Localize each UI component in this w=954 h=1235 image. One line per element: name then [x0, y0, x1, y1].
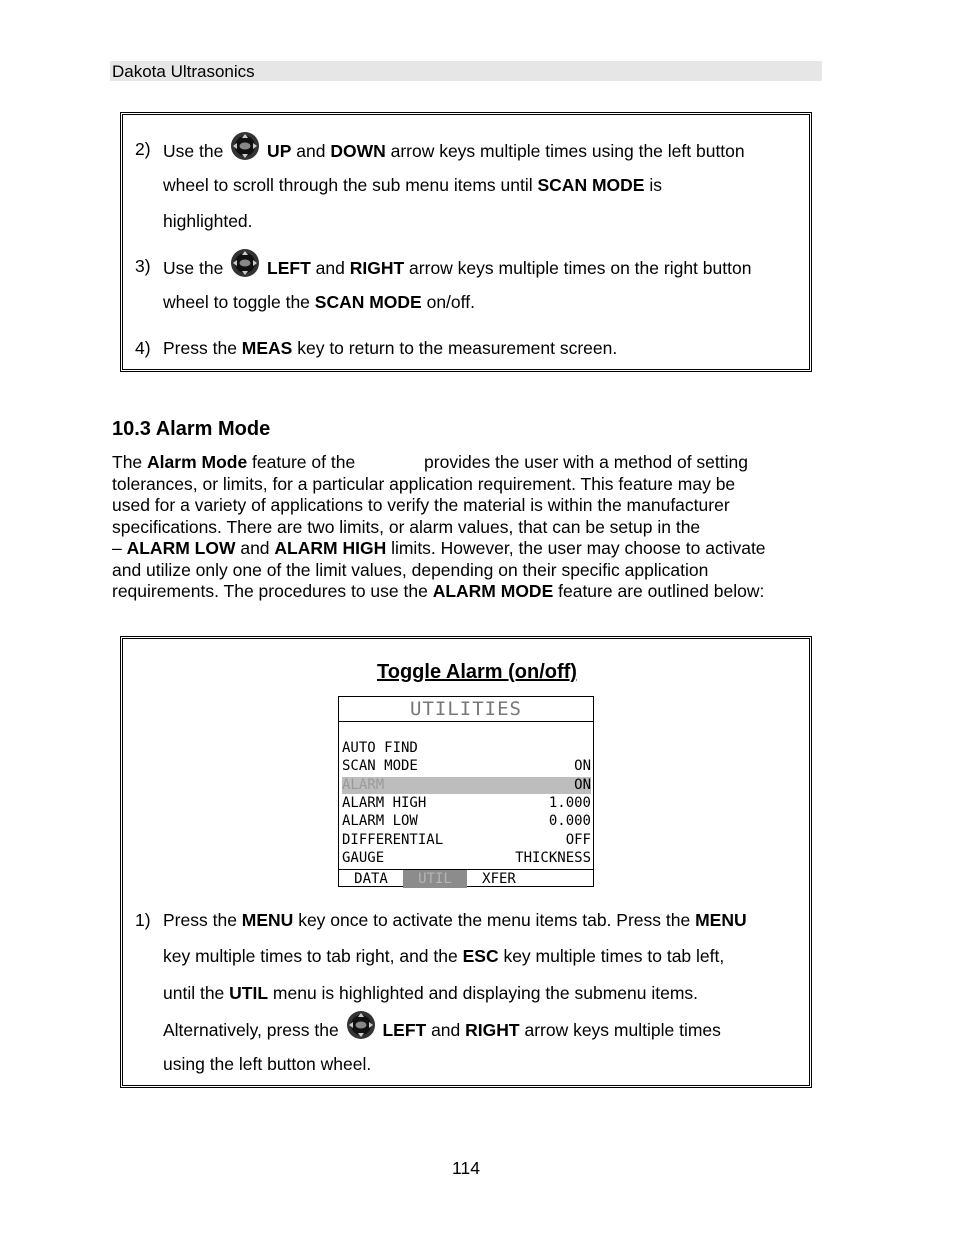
step-number: 4) [135, 338, 151, 358]
menu-row-label: GAUGE [342, 850, 385, 866]
paragraph-line: used for a variety of applications to verify the material is within the manufacturer [112, 495, 730, 515]
menu-row-value: THICKNESS [515, 850, 591, 866]
screen-title: UTILITIES [410, 698, 522, 720]
menu-row-label: SCAN MODE [342, 758, 418, 774]
step-line: wheel to scroll through the sub menu items until SCAN MODE is [163, 175, 662, 195]
menu-row-alarm-high[interactable] [342, 795, 591, 812]
menu-row-differential[interactable] [342, 832, 591, 849]
paragraph-line: specifications. There are two limits, or alarm values, that can be setup in the [112, 516, 701, 537]
paragraph-line: tolerances, or limits, for a particular application requirement. This feature may be [112, 473, 736, 494]
step-line: highlighted. [163, 211, 253, 231]
menu-row-label: ALARM LOW [342, 813, 418, 829]
menu-row-value: OFF [565, 832, 591, 848]
tab-xfer[interactable]: XFER [482, 871, 516, 887]
menu-row-value: ON [574, 777, 591, 793]
section-title: 10.3 Alarm Mode [112, 418, 271, 440]
tab-data[interactable]: DATA [354, 871, 388, 887]
step-line: key multiple times to tab right, and the ESC key multiple times to tab left, [163, 946, 725, 966]
menu-row-value: 0.000 [548, 813, 591, 829]
step-line: Press the MENU key once to activate the menu items tab. Press the MENU [163, 910, 747, 930]
button-wheel-icon [230, 131, 260, 161]
tab-util[interactable]: UTIL [403, 870, 467, 888]
button-wheel-icon [346, 1010, 376, 1040]
paragraph-line: and utilize only one of the limit values, depending on their specific application [112, 559, 709, 580]
step-number: 2) [135, 139, 151, 159]
menu-row-auto-find[interactable] [342, 740, 591, 757]
menu-row-label: AUTO FIND [342, 740, 418, 756]
menu-row-label: ALARM HIGH [342, 795, 427, 811]
step-number: 1) [135, 910, 151, 930]
step-line: using the left button wheel. [163, 1054, 372, 1074]
paragraph-line: The Alarm Mode feature of the provides the user with a method of setting [112, 452, 748, 472]
step-line: Press the MEAS key to return to the measurement screen. [163, 338, 618, 358]
step-line: Use the LEFT and RIGHT arrow keys multiple times on the right button [163, 248, 751, 286]
menu-row-value: ON [574, 758, 591, 774]
header-title: Dakota Ultrasonics [112, 62, 255, 81]
step-line: wheel to toggle the SCAN MODE on/off. [163, 292, 475, 312]
menu-row-label: ALARM [342, 777, 385, 793]
step-line: Alternatively, press the LEFT and RIGHT arrow keys multiple times [163, 1010, 721, 1048]
step-line: Use the UP and DOWN arrow keys multiple times using the left button [163, 131, 745, 169]
paragraph-line: requirements. The procedures to use the ALARM MODE feature are outlined below: [112, 581, 765, 601]
screen-divider [339, 721, 593, 722]
menu-row-value: 1.000 [548, 795, 591, 811]
menu-row-alarm[interactable] [342, 777, 591, 794]
box-title: Toggle Alarm (on/off) [377, 661, 577, 683]
section-paragraph [112, 452, 832, 603]
step-number: 3) [135, 256, 151, 276]
menu-row-gauge[interactable] [342, 850, 591, 867]
step-line: until the UTIL menu is highlighted and displaying the submenu items. [163, 983, 699, 1003]
menu-row-alarm-low[interactable] [342, 813, 591, 830]
page-number: 114 [452, 1158, 480, 1178]
menu-row-label: DIFFERENTIAL [342, 832, 444, 848]
device-screen [338, 696, 594, 887]
paragraph-line: – ALARM LOW and ALARM HIGH limits. However, the user may choose to activate [112, 538, 766, 558]
screen-tab-bar [339, 869, 593, 888]
menu-row-scan-mode[interactable] [342, 758, 591, 775]
button-wheel-icon [230, 248, 260, 278]
